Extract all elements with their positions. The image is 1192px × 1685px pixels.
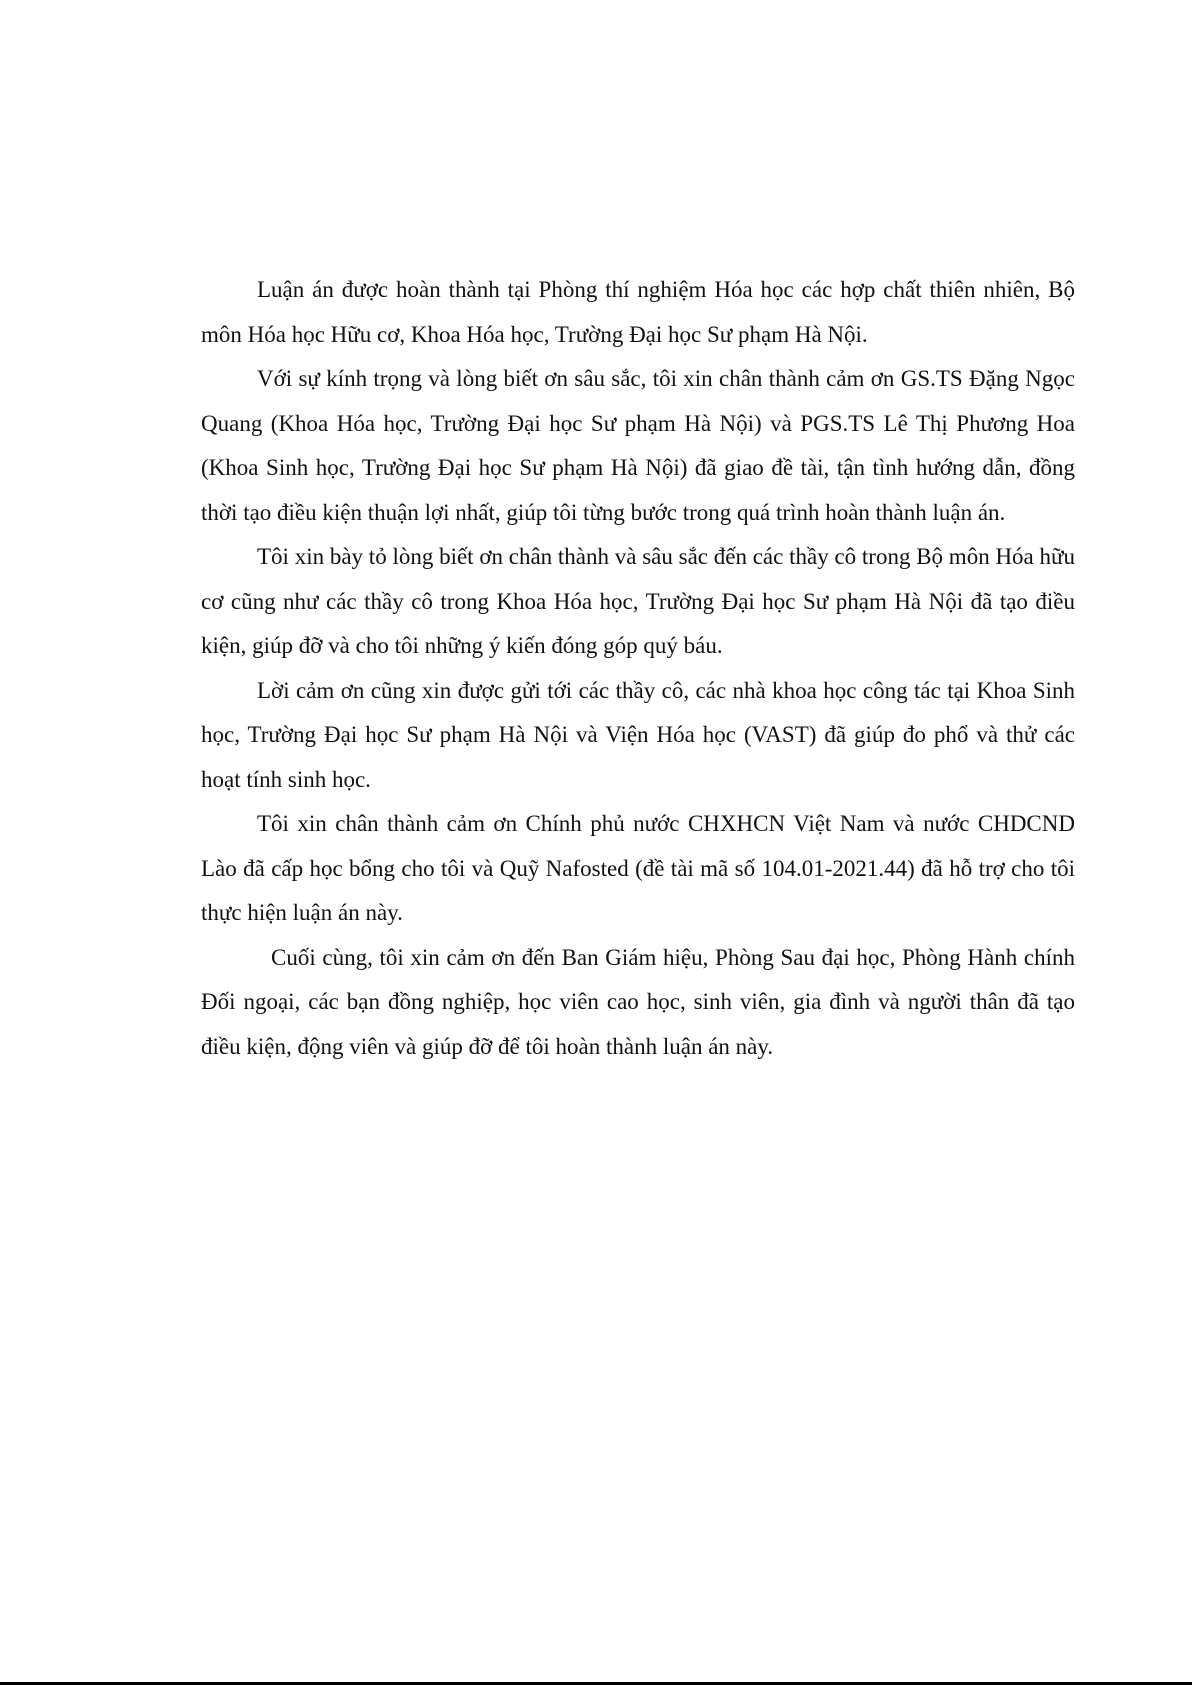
acknowledgement-body bbox=[201, 268, 1075, 1069]
paragraph-department: Tôi xin bày tỏ lòng biết ơn chân thành và sâu sắc đến các thầy cô trong Bộ môn Hóa hữu cơ cũng như các thầy cô trong Khoa Hóa học, Trường Đại học Sư phạm Hà Nội đã tạo điều kiện, giúp đỡ và cho tôi những ý kiến đóng góp quý báu. bbox=[201, 544, 1075, 658]
paragraph-supervisors: Với sự kính trọng và lòng biết ơn sâu sắc, tôi xin chân thành cảm ơn GS.TS Đặng Ngọc Quang (Khoa Hóa học, Trường Đại học Sư phạm Hà Nội) và PGS.TS Lê Thị Phương Hoa (Khoa Sinh học, Trường Đại học Sư phạm Hà Nội) đã giao đề tài, tận tình hướng dẫn, đồng thời tạo điều kiện thuận lợi nhất, giúp tôi từng bước trong quá trình hoàn thành luận án. bbox=[201, 366, 1075, 525]
paragraph-funding: Tôi xin chân thành cảm ơn Chính phủ nước CHXHCN Việt Nam và nước CHDCND Lào đã cấp học bổng cho tôi và Quỹ Nafosted (đề tài mã số 104.01-2021.44) đã hỗ trợ cho tôi thực hiện luận án này. bbox=[201, 811, 1075, 925]
paragraph-lab: Luận án được hoàn thành tại Phòng thí nghiệm Hóa học các hợp chất thiên nhiên, Bộ môn Hóa học Hữu cơ, Khoa Hóa học, Trường Đại học Sư phạm Hà Nội. bbox=[201, 277, 1075, 347]
paragraph-final-thanks: Cuối cùng, tôi xin cảm ơn đến Ban Giám hiệu, Phòng Sau đại học, Phòng Hành chính Đối ngoại, các bạn đồng nghiệp, học viên cao học, sinh viên, gia đình và người thân đã tạo điều kiện, động viên và giúp đỡ để tôi hoàn thành luận án này. bbox=[201, 944, 1075, 1059]
paragraph-scientists: Lời cảm ơn cũng xin được gửi tới các thầy cô, các nhà khoa học công tác tại Khoa Sinh học, Trường Đại học Sư phạm Hà Nội và Viện Hóa học (VAST) đã giúp đo phổ và thử các hoạt tính sinh học. bbox=[201, 677, 1075, 792]
